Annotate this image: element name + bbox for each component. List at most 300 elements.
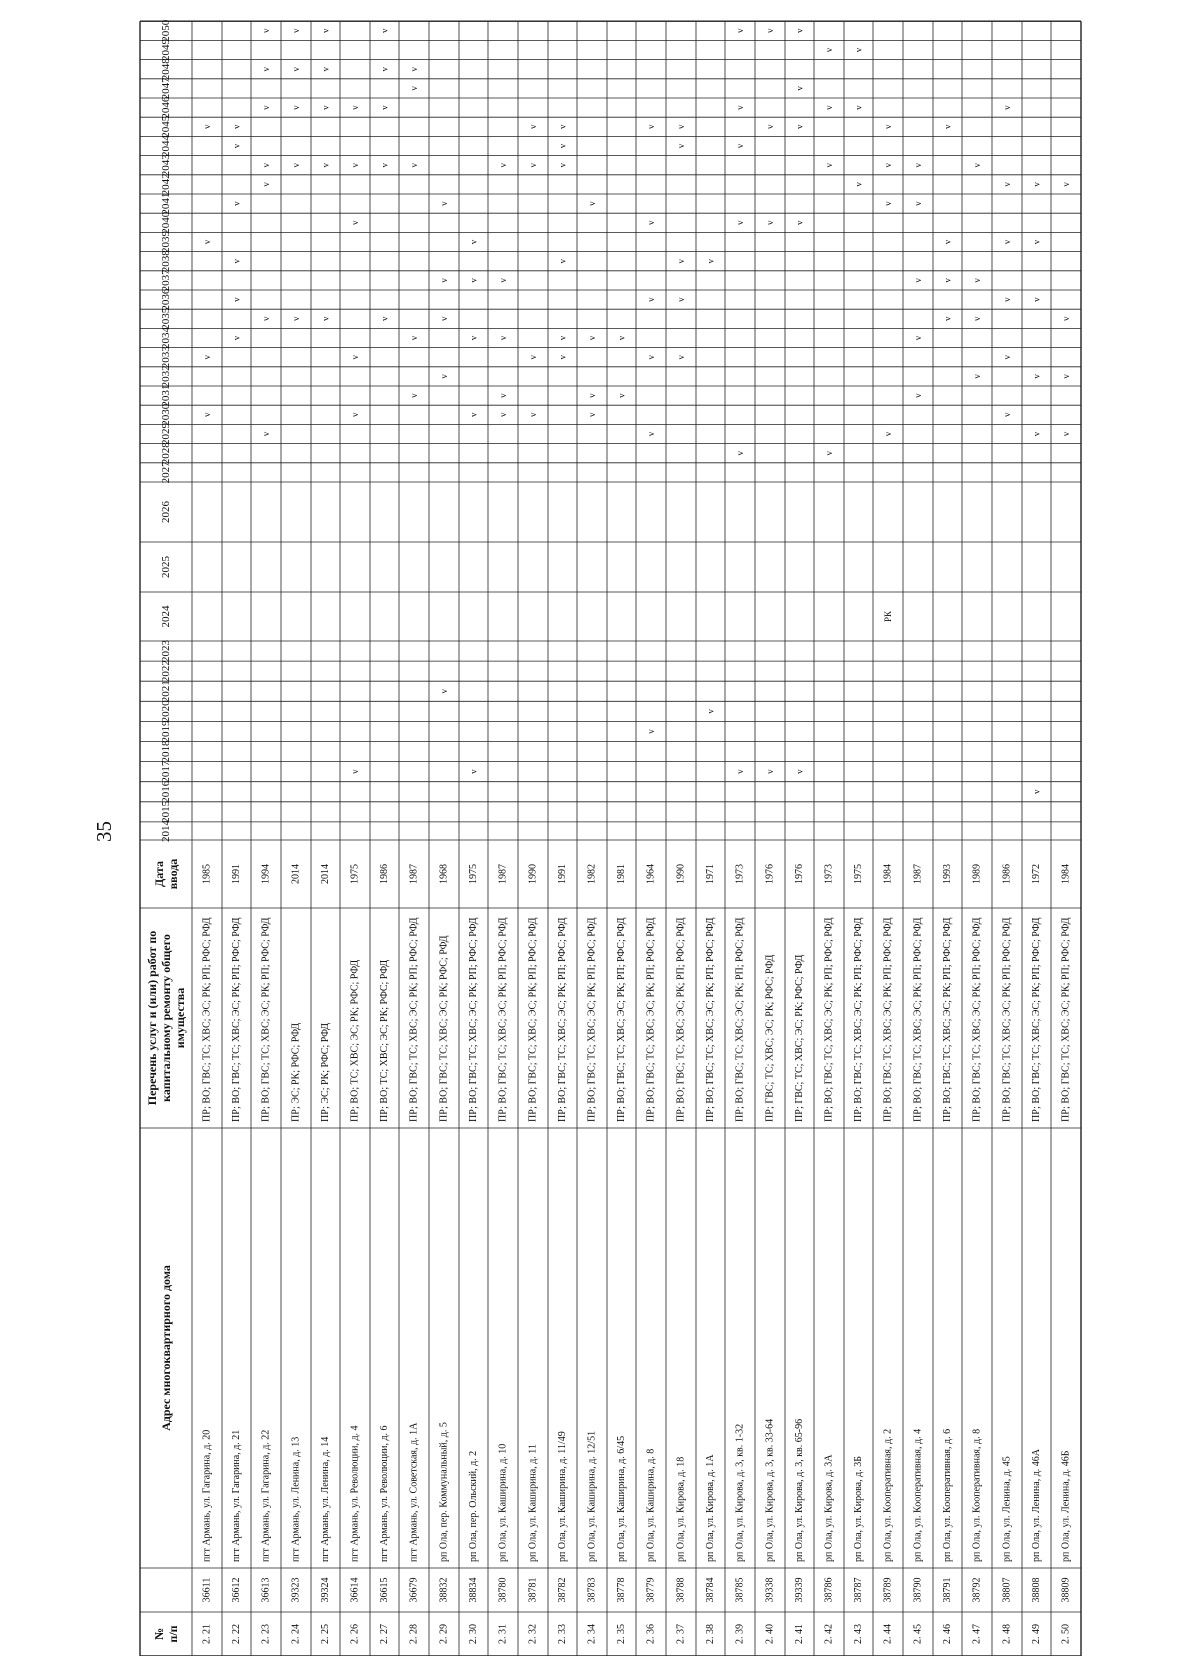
schedule-mark: v	[350, 412, 360, 418]
schedule-mark: v	[972, 162, 982, 168]
commission-year: 1987	[912, 864, 924, 884]
house-address: рп Ола, ул. Кооперативная, д. 8	[971, 1428, 983, 1562]
schedule-mark: v	[972, 278, 982, 283]
commission-year: 1986	[1001, 864, 1013, 884]
row-number: 2. 45	[912, 1624, 924, 1644]
schedule-mark: v	[735, 450, 745, 456]
row-number: 2. 43	[853, 1624, 864, 1644]
schedule-mark: v	[379, 66, 390, 72]
house-address: рп Ола, ул. Каширина, д. 6/45	[616, 1435, 627, 1562]
year-header: 2032	[160, 365, 172, 388]
commission-year: 1993	[942, 864, 953, 884]
schedule-mark: v	[972, 374, 982, 379]
year-header: 2025	[160, 556, 172, 578]
schedule-mark: v	[853, 182, 864, 187]
schedule-mark: v	[379, 162, 390, 168]
schedule-mark: v	[1002, 297, 1012, 302]
house-id: 36612	[231, 1577, 242, 1603]
house-address: рп Ола, ул. Кирова, д. 1А	[705, 1454, 716, 1562]
year-header: 2033	[160, 346, 172, 369]
works-list: ПР; ВО; ГВС; ТС; ХВС; ЭС; РК; РП; РФС; РФД	[527, 917, 539, 1122]
house-address: пгт Армань, ул. Ленина, д. 14	[320, 1436, 331, 1562]
year-header: 2037	[160, 269, 172, 292]
works-list: ПР; ЭС; РК; РФС; РФД	[290, 1023, 302, 1122]
header-address: Адрес многоквартирного дома	[159, 1265, 173, 1431]
schedule-mark: v	[439, 316, 449, 322]
schedule-mark: v	[1031, 297, 1042, 302]
schedule-mark: v	[765, 28, 775, 34]
schedule-mark: v	[498, 393, 508, 398]
works-list: ПР; ВО; ГВС; ТС; ХВС; ЭС; РК; РП; РФС; РФД	[705, 917, 716, 1122]
house-address: рп Ола, ул. Кирова, д. 3, кв. 65-96	[794, 1418, 805, 1562]
schedule-mark: v	[379, 105, 390, 110]
commission-year: 1991	[231, 864, 242, 884]
schedule-mark: v	[350, 105, 360, 110]
commission-year: 1987	[497, 864, 509, 884]
row-number: 2. 30	[468, 1624, 479, 1644]
schedule-mark: v	[261, 105, 271, 110]
schedule-mark: v	[528, 412, 538, 418]
commission-year: 1976	[764, 864, 776, 884]
schedule-mark: v	[972, 316, 982, 322]
row-number: 2. 37	[675, 1624, 687, 1644]
row-number: 2. 47	[971, 1624, 983, 1644]
house-id: 36614	[349, 1577, 361, 1603]
schedule-mark: v	[291, 316, 301, 322]
schedule-mark: v	[765, 769, 775, 774]
works-list: ПР; ВО; ГВС; ТС; ХВС; ЭС; РК; РП; РФС; РФД	[853, 917, 864, 1122]
year-header: 2029	[160, 423, 172, 445]
house-address: пгт Армань, ул. Советская, д. 1А	[408, 1422, 420, 1562]
year-header: 2027	[160, 461, 172, 484]
works-list: ПР; ВО; ГВС; ТС; ХВС; ЭС; РК; РП; РФС; РФД	[645, 917, 657, 1122]
works-list: ПР; ГВС; ТС; ХВС; ЭС; РК; РФС; РФД	[794, 954, 805, 1122]
schedule-mark: v	[676, 258, 686, 264]
commission-year: 1990	[675, 864, 687, 884]
year-header: 2039	[160, 231, 172, 253]
house-address: рп Ола, ул. Кирова, д. 3А	[823, 1454, 835, 1562]
house-address: рп Ола, ул. Кооперативная, д. 4	[912, 1428, 924, 1562]
commission-year: 1975	[349, 864, 361, 884]
works-list: ПР; ВО; ГВС; ТС; ХВС; ЭС; РК; РП; РФС; РФД	[1031, 917, 1042, 1122]
house-address: рп Ола, ул. Каширина, д. 11/49	[557, 1431, 568, 1562]
schedule-mark: v	[794, 28, 805, 34]
schedule-mark: v	[231, 201, 242, 206]
schedule-mark: v	[853, 47, 864, 53]
year-header: 2018	[160, 740, 172, 763]
house-id: 38782	[557, 1577, 568, 1603]
house-address: рп Ола, ул. Кирова, д. 18	[675, 1456, 687, 1562]
year-header: 2040	[160, 211, 172, 234]
schedule-mark: v	[676, 354, 686, 360]
schedule-mark: v	[379, 28, 390, 34]
works-list: ПР; ВО; ГВС; ТС; ХВС; ЭС; РК; РП; РФС; РФД	[586, 917, 598, 1122]
works-list: ПР; ЭС; РК; РФС; РФД	[320, 1023, 331, 1122]
schedule-mark: v	[913, 335, 923, 341]
schedule-mark: v	[202, 412, 212, 418]
year-header: 2050	[160, 19, 172, 42]
schedule-mark: v	[1002, 105, 1012, 110]
schedule-mark: v	[202, 124, 212, 130]
schedule-mark: v	[409, 393, 419, 398]
commission-year: 2014	[290, 864, 302, 884]
row-number: 2. 27	[379, 1624, 390, 1644]
house-id: 38809	[1060, 1577, 1072, 1603]
header-date: ввода	[166, 858, 180, 890]
schedule-mark: v	[468, 769, 479, 774]
house-id: 38783	[586, 1577, 598, 1603]
schedule-mark: v	[557, 143, 568, 149]
schedule-mark: v	[231, 335, 242, 341]
house-id: 39324	[320, 1577, 331, 1603]
works-list: ПР; ВО; ГВС; ТС; ХВС; ЭС; РК; РП; РФС; РФД	[201, 917, 213, 1122]
schedule-mark: v	[587, 201, 597, 206]
house-address: рп Ола, ул. Кирова, д. 3, кв. 33-64	[764, 1418, 776, 1562]
schedule-mark: v	[1061, 316, 1071, 322]
schedule-mark: v	[528, 124, 538, 130]
works-list: ПР; ВО; ГВС; ТС; ХВС; ЭС; РК; РП; РФС; РФД	[882, 917, 894, 1122]
schedule-mark: v	[735, 143, 745, 149]
schedule-mark: v	[883, 124, 893, 130]
schedule-mark: v	[735, 220, 745, 226]
works-list: ПР; ВО; ГВС; ТС; ХВС; ЭС; РК; РП; РФС; РФД	[616, 917, 627, 1122]
house-id: 36611	[201, 1577, 213, 1603]
house-id: 38785	[734, 1577, 746, 1603]
header-works: капитальному ремонту общего	[159, 934, 173, 1102]
schedule-mark: v	[320, 28, 331, 34]
header-num: п/п	[166, 1625, 180, 1643]
commission-year: 1985	[201, 864, 213, 884]
schedule-mark: v	[705, 709, 716, 714]
schedule-mark: v	[942, 278, 953, 283]
commission-year: 1972	[1031, 864, 1042, 884]
schedule-mark: v	[202, 239, 212, 245]
row-number: 2. 29	[438, 1624, 450, 1644]
schedule-mark: v	[646, 431, 656, 437]
house-id: 39323	[290, 1577, 302, 1603]
year-header: 2019	[160, 720, 172, 743]
schedule-mark: РК	[883, 610, 893, 623]
schedule-mark: v	[824, 162, 834, 168]
commission-year: 1968	[438, 864, 450, 884]
works-list: ПР; ВО; ГВС; ТС; ХВС; ЭС; РК; РП; РФС; РФД	[408, 917, 420, 1122]
house-address: рп Ола, ул. Каширина, д. 8	[645, 1448, 657, 1562]
schedule-mark: v	[468, 335, 479, 341]
commission-year: 1984	[1060, 864, 1072, 884]
schedule-mark: v	[735, 28, 745, 34]
year-header: 2042	[160, 173, 172, 196]
year-header: 2022	[160, 660, 172, 683]
works-list: ПР; ВО; ГВС; ТС; ХВС; ЭС; РК; РП; РФС; РФД	[942, 917, 953, 1122]
house-address: рп Ола, ул. Ленина, д. 46Б	[1060, 1450, 1072, 1562]
schedule-mark: v	[291, 66, 301, 72]
schedule-mark: v	[320, 316, 331, 322]
house-address: рп Ола, ул. Ленина, д. 46А	[1031, 1448, 1042, 1562]
works-list: ПР; ВО; ГВС; ТС; ХВС; ЭС; РК; РП; РФС; РФД	[675, 917, 687, 1122]
year-header: 2034	[160, 327, 172, 349]
works-list: ПР; ВО; ГВС; ТС; ХВС; ЭС; РК; РП; РФС; РФД	[231, 917, 242, 1122]
year-header: 2047	[160, 77, 172, 100]
works-list: ПР; ВО; ГВС; ТС; ХВС; ЭС; РК; РП; РФС; РФД	[1060, 917, 1072, 1122]
house-address: рп Ола, ул. Кооперативная, д. 6	[942, 1428, 953, 1562]
house-address: пгт Армань, ул. Гагарина, д. 21	[231, 1429, 242, 1562]
schedule-mark: v	[350, 220, 360, 226]
house-id: 38791	[942, 1577, 953, 1603]
commission-year: 1990	[527, 864, 539, 884]
schedule-mark: v	[320, 105, 331, 110]
schedule-mark: v	[1061, 431, 1071, 437]
schedule-mark: v	[616, 335, 627, 341]
year-header: 2048	[160, 58, 172, 81]
house-id: 36615	[379, 1577, 390, 1603]
house-id: 38788	[675, 1577, 687, 1603]
schedule-mark: v	[676, 143, 686, 149]
schedule-mark: v	[261, 182, 271, 187]
house-address: рп Ола, ул. Кирова, д. 3Б	[853, 1456, 864, 1562]
schedule-mark: v	[705, 258, 716, 264]
schedule-mark: v	[913, 393, 923, 398]
commission-year: 1971	[705, 864, 716, 884]
schedule-mark: v	[1002, 354, 1012, 360]
house-id: 36679	[408, 1577, 420, 1603]
schedule-mark: v	[1002, 182, 1012, 187]
schedule-mark: v	[291, 28, 301, 34]
works-list: ПР; ВО; ГВС; ТС; ХВС; ЭС; РК; РП; РФС; РФД	[912, 917, 924, 1122]
house-id: 38790	[912, 1577, 924, 1603]
commission-year: 2014	[320, 864, 331, 884]
house-address: пгт Армань, ул. Ленина, д. 13	[290, 1436, 302, 1562]
year-header: 2014	[160, 819, 172, 842]
schedule-mark: v	[883, 162, 893, 168]
schedule-mark: v	[498, 412, 508, 418]
year-header: 2035	[160, 307, 172, 330]
schedule-mark: v	[913, 162, 923, 168]
schedule-mark: v	[1031, 374, 1042, 379]
schedule-mark: v	[528, 162, 538, 168]
row-number: 2. 25	[320, 1624, 331, 1644]
year-header: 2028	[160, 442, 172, 465]
year-header: 2036	[160, 288, 172, 311]
schedule-mark: v	[498, 335, 508, 341]
house-id: 39338	[764, 1577, 776, 1603]
schedule-mark: v	[794, 124, 805, 130]
house-id: 38807	[1001, 1577, 1013, 1603]
house-address: пгт Армань, ул. Революции, д. 6	[379, 1425, 390, 1562]
schedule-mark: v	[765, 220, 775, 226]
schedule-mark: v	[587, 335, 597, 341]
schedule-mark: v	[735, 105, 745, 110]
year-header: 2046	[160, 96, 172, 119]
schedule-mark: v	[616, 393, 627, 398]
works-list: ПР; ВО; ГВС; ТС; ХВС; ЭС; РК; РП; РФС; РФД	[971, 917, 983, 1122]
row-number: 2. 33	[557, 1624, 568, 1644]
schedule-mark: v	[261, 316, 271, 322]
schedule-mark: v	[824, 105, 834, 110]
year-header: 2023	[160, 640, 172, 663]
schedule-mark: v	[824, 450, 834, 456]
year-header: 2030	[160, 403, 172, 426]
header-date: Дата	[152, 861, 166, 887]
house-id: 38808	[1031, 1577, 1042, 1603]
works-list: ПР; ВО; ГВС; ТС; ХВС; ЭС; РК; РП; РФС; РФД	[260, 917, 272, 1122]
row-number: 2. 28	[408, 1624, 420, 1644]
house-address: пгт Армань, ул. Революции, д. 4	[349, 1425, 361, 1562]
house-address: рп Ола, ул. Ленина, д. 45	[1001, 1456, 1013, 1562]
schedule-mark: v	[261, 28, 271, 34]
commission-year: 1989	[971, 864, 983, 884]
year-header: 2041	[160, 192, 172, 215]
row-number: 2. 23	[260, 1624, 272, 1644]
schedule-mark: v	[587, 412, 597, 418]
house-id: 38780	[497, 1577, 509, 1603]
schedule-mark: v	[350, 162, 360, 168]
house-address: пгт Армань, ул. Гагарина, д. 20	[201, 1429, 213, 1562]
schedule-mark: v	[794, 769, 805, 774]
house-address: рп Ола, ул. Кирова, д. 3, кв. 1-32	[734, 1423, 746, 1562]
house-address: рп Ола, ул. Кооперативная, д. 2	[882, 1428, 894, 1562]
schedule-mark: v	[1002, 412, 1012, 418]
year-header: 2043	[160, 154, 172, 177]
schedule-mark: v	[231, 124, 242, 130]
works-list: ПР; ВО; ГВС; ТС; ХВС; ЭС; РК; РП; РФС; РФД	[734, 917, 746, 1122]
works-list: ПР; ВО; ГВС; ТС; ХВС; ЭС; РК; РП; РФС; РФД	[557, 917, 568, 1122]
year-header: 2045	[160, 115, 172, 138]
commission-year: 1976	[794, 864, 805, 884]
house-id: 36613	[260, 1577, 272, 1603]
schedule-mark: v	[409, 86, 419, 91]
schedule-mark: v	[794, 220, 805, 226]
schedule-mark: v	[320, 162, 331, 168]
row-number: 2. 49	[1031, 1624, 1042, 1644]
year-header: 2021	[160, 680, 172, 703]
row-number: 2. 31	[497, 1624, 509, 1644]
schedule-mark: v	[291, 105, 301, 110]
schedule-mark: v	[646, 354, 656, 360]
schedule-mark: v	[261, 66, 271, 72]
commission-year: 1981	[616, 864, 627, 884]
row-number: 2. 22	[231, 1624, 242, 1644]
schedule-mark: v	[439, 201, 449, 206]
schedule-mark: v	[1002, 239, 1012, 245]
schedule-mark: v	[646, 297, 656, 302]
works-list: ПР; ВО; ГВС; ТС; ХВС; ЭС; РК; РП; РФС; РФД	[1001, 917, 1013, 1122]
schedule-mark: v	[1031, 182, 1042, 187]
row-number: 2. 44	[882, 1624, 894, 1644]
schedule-mark: v	[439, 374, 449, 379]
year-header: 2020	[160, 700, 172, 723]
schedule-mark: v	[913, 201, 923, 206]
works-list: ПР; ГВС; ТС; ХВС; ЭС; РК; РФС; РФД	[764, 954, 776, 1122]
house-address: рп Ола, ул. Каширина, д. 11	[527, 1444, 539, 1562]
schedule-mark: v	[794, 86, 805, 91]
house-id: 39339	[794, 1577, 805, 1603]
schedule-mark: v	[676, 297, 686, 302]
works-list: ПР; ВО; ТС; ХВС; ЭС; РК; РФС; РФД	[379, 959, 390, 1122]
year-header: 2015	[160, 800, 172, 823]
schedule-mark: v	[1061, 374, 1071, 379]
house-address: рп Ола, ул. Каширина, д. 10	[497, 1443, 509, 1562]
schedule-mark: v	[468, 412, 479, 418]
row-number: 2. 38	[705, 1624, 716, 1644]
schedule-mark: v	[350, 354, 360, 360]
schedule-mark: v	[557, 335, 568, 341]
schedule-mark: v	[409, 162, 419, 168]
commission-year: 1975	[468, 864, 479, 884]
commission-year: 1975	[853, 864, 864, 884]
schedule-mark: v	[528, 354, 538, 360]
schedule-mark: v	[498, 278, 508, 283]
schedule-mark: v	[883, 431, 893, 437]
row-number: 2. 34	[586, 1624, 598, 1644]
schedule-mark: v	[735, 769, 745, 774]
schedule-mark: v	[557, 258, 568, 264]
year-header: 2017	[160, 760, 172, 783]
schedule-mark: v	[468, 239, 479, 245]
schedule-mark: v	[587, 393, 597, 398]
schedule-mark: v	[853, 105, 864, 110]
house-address: рп Ола, пер. Коммунальный, д. 5	[438, 1422, 450, 1562]
works-list: ПР; ВО; ГВС; ТС; ХВС; ЭС; РК; РП; РФС; РФД	[823, 917, 835, 1122]
schedule-mark: v	[498, 162, 508, 168]
house-address: рп Ола, пер. Ольский, д. 2	[468, 1450, 479, 1562]
schedule-mark: v	[557, 124, 568, 130]
schedule-mark: v	[942, 316, 953, 322]
commission-year: 1964	[645, 864, 657, 884]
row-number: 2. 26	[349, 1624, 361, 1644]
schedule-mark: v	[439, 689, 449, 694]
house-id: 38781	[527, 1577, 539, 1603]
schedule-mark: v	[261, 431, 271, 437]
row-number: 2. 36	[645, 1624, 657, 1644]
commission-year: 1973	[823, 864, 835, 884]
year-header: 2031	[160, 384, 172, 407]
schedule-mark: v	[468, 278, 479, 283]
schedule-mark: v	[1031, 789, 1042, 794]
schedule-mark: v	[202, 354, 212, 360]
schedule-mark: v	[824, 47, 834, 53]
house-id: 38832	[438, 1577, 450, 1603]
year-header: 2016	[160, 780, 172, 803]
row-number: 2. 48	[1001, 1624, 1013, 1644]
year-header: 2038	[160, 250, 172, 273]
commission-year: 1982	[586, 864, 598, 884]
row-number: 2. 42	[823, 1624, 835, 1644]
schedule-mark: v	[913, 278, 923, 283]
schedule-mark: v	[231, 297, 242, 302]
house-id: 38787	[853, 1577, 864, 1603]
commission-year: 1994	[260, 864, 272, 884]
schedule-mark: v	[765, 124, 775, 130]
schedule-mark: v	[231, 143, 242, 149]
house-address: пгт Армань, ул. Гагарина, д. 22	[260, 1429, 272, 1562]
schedule-mark: v	[379, 316, 390, 322]
house-id: 38789	[882, 1577, 894, 1603]
schedule-mark: v	[1031, 239, 1042, 245]
header-works: Перечень услуг и (или) работ по	[145, 930, 159, 1106]
schedule-mark: v	[409, 66, 419, 72]
schedule-mark: v	[320, 66, 331, 72]
year-header: 2024	[160, 605, 172, 628]
works-list: ПР; ВО; ГВС; ТС; ХВС; ЭС; РК; РП; РФС; РФД	[497, 917, 509, 1122]
row-number: 2. 39	[734, 1624, 746, 1644]
works-list: ПР; ВО; ГВС; ТС; ХВС; ЭС; РК; РП; РФС; РФД	[468, 917, 479, 1122]
schedule-mark: v	[646, 124, 656, 130]
house-address: рп Ола, ул. Каширина, д. 12/51	[586, 1430, 598, 1562]
commission-year: 1973	[734, 864, 746, 884]
row-number: 2. 24	[290, 1624, 302, 1644]
row-number: 2. 35	[616, 1624, 627, 1644]
schedule-mark: v	[942, 124, 953, 130]
